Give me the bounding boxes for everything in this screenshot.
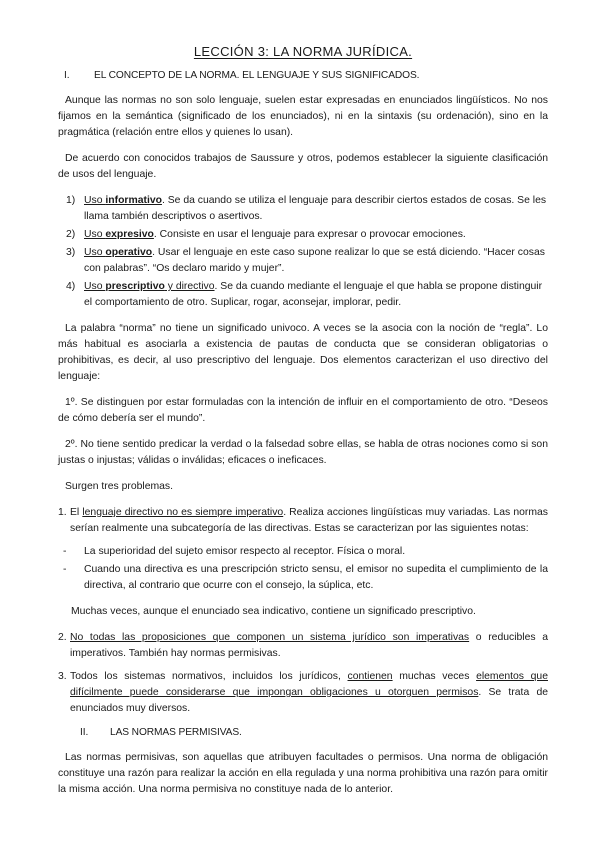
problem-text: o reducibles a imperativos. También hay normas permisivas. xyxy=(70,632,548,659)
problem-item xyxy=(58,669,548,717)
use-prefix: Uso xyxy=(84,195,106,206)
use-term: informativo xyxy=(105,195,162,206)
paragraph: Las normas permisivas, son aquellas que atribuyen facultades o permisos. Una norma de obligación constituye una razón para realizar la acción en ella regulada y una norma prohibitiva una razón para omitir la misma acción. Una norma permisiva no constituye nada de lo anterior. xyxy=(58,752,548,795)
paragraph: Aunque las normas no son solo lenguaje, suelen estar expresadas en enunciados lingüísticos. No nos fijamos en la semántica (significado de los enunciados), ni en la sintaxis (su ordenación), sino en la pragmática (relación entre ellos y quienes lo usan). xyxy=(58,95,548,138)
use-prefix: Uso xyxy=(84,247,106,258)
note-text: La superioridad del sujeto emisor respecto al receptor. Física o moral. xyxy=(84,546,406,557)
use-term: operativo xyxy=(105,247,153,258)
section-heading-1 xyxy=(58,68,548,84)
problem-text: . Se trata de enunciados muy diversos. xyxy=(70,687,548,714)
problem-number: 2. xyxy=(58,632,67,643)
problem-key-phrase: lenguaje directivo no es siempre imperativo xyxy=(82,507,284,518)
paragraph: 1º. Se distinguen por estar formuladas con la intención de influir en el comportamiento de otro. “Deseos de cómo debería ser el mundo”. xyxy=(58,397,548,424)
problem-mid: muchas veces xyxy=(392,671,477,682)
problem-key-phrase: contienen xyxy=(347,671,393,682)
notes-list xyxy=(58,544,548,594)
problem-number: 3. xyxy=(58,671,67,682)
use-term: expresivo xyxy=(105,229,154,240)
list-item xyxy=(58,193,548,225)
problem-number: 1. xyxy=(58,507,67,518)
problem-item xyxy=(58,630,548,662)
list-number: 3) xyxy=(66,247,76,258)
problem-key-phrase: No todas las proposiciones que componen un sistema jurídico son imperativas xyxy=(70,632,470,643)
list-item xyxy=(58,245,548,277)
paragraph: Muchas veces, aunque el enunciado sea indicativo, contiene un significado prescriptivo. xyxy=(71,606,476,617)
use-description: . Se da cuando se utiliza el lenguaje para describir ciertos estados de cosas. Se les llama también descriptivos o asertivos. xyxy=(84,195,547,222)
list-item: - La superioridad del sujeto emisor respecto al receptor. Física o moral. xyxy=(63,546,406,557)
note-text: Cuando una directiva es una prescripción stricto sensu, el emisor no supedita el cumplimiento de la directiva, al contrario que ocurre con el consejo, la súplica, etc. xyxy=(84,564,548,591)
language-uses-list xyxy=(58,193,548,311)
list-number: 4) xyxy=(66,281,76,292)
problem-prefix: El xyxy=(70,507,83,518)
use-prefix: Uso xyxy=(84,281,106,292)
list-item xyxy=(58,279,548,311)
list-item xyxy=(58,227,548,243)
use-term-extra: y directivo xyxy=(164,281,215,292)
problem-prefix: Todos los sistemas normativos, incluidos los jurídicos, xyxy=(70,671,348,682)
use-description: . Se da cuando mediante el lenguaje el que habla se propone distinguir el comportamiento de otro. Suplicar, rogar, aconsejar, implorar, pedir. xyxy=(84,281,543,308)
problem-key-phrase: elementos que difícilmente puede considerarse que impongan obligaciones u otorguen permisos xyxy=(70,671,548,698)
problem-text: . Realiza acciones lingüísticas muy variadas. Las normas serían realmente una subcategoría de las directivas. Estas se caracterizan por las siguientes notas: xyxy=(70,507,548,534)
section-number: II. xyxy=(80,727,89,738)
list-number: 2) xyxy=(66,229,76,240)
section-number: I. xyxy=(64,70,70,81)
use-term: prescriptivo xyxy=(105,281,165,292)
problem-item xyxy=(58,505,548,537)
list-number: 1) xyxy=(66,195,76,206)
paragraph: Surgen tres problemas. xyxy=(65,481,174,492)
paragraph: De acuerdo con conocidos trabajos de Saussure y otros, podemos establecer la siguiente clasificación de usos del lenguaje. xyxy=(58,153,548,180)
page-title: LECCIÓN 3: LA NORMA JURÍDICA. xyxy=(193,44,413,59)
paragraph: 2º. No tiene sentido predicar la verdad o la falsedad sobre ellas, se habla de otras nociones como si son justas o injustas; válidas o inválidas; eficaces o ineficaces. xyxy=(58,439,548,466)
use-prefix: Uso xyxy=(84,229,106,240)
paragraph: La palabra “norma” no tiene un significado univoco. A veces se la asocia con la noción de “regla”. Lo más habitual es asociarla a existencia de pautas de conducta que se consideran obligatorias o prohibitivas, es decir, al uso prescriptivo del lenguaje. Dos elementos caracterizan el uso directivo del lenguaje: xyxy=(58,323,548,382)
use-description: . Usar el lenguaje en este caso supone realizar lo que se está diciendo. “Hacer cosas con palabras”. “Os declaro marido y mujer”. xyxy=(84,247,545,274)
document-page xyxy=(58,44,548,808)
use-description: . Consiste en usar el lenguaje para expresar o provocar emociones. xyxy=(153,229,466,240)
section-heading-2 xyxy=(58,725,548,741)
section-title: EL CONCEPTO DE LA NORMA. EL LENGUAJE Y SUS SIGNIFICADOS. xyxy=(94,70,420,81)
section-title: LAS NORMAS PERMISIVAS. xyxy=(110,727,242,738)
list-item: - Cuando una directiva es una prescripción stricto sensu, el emisor no supedita el cumplimiento de la directiva, al contrario que ocurre con el consejo, la súplica, etc. xyxy=(63,564,548,591)
